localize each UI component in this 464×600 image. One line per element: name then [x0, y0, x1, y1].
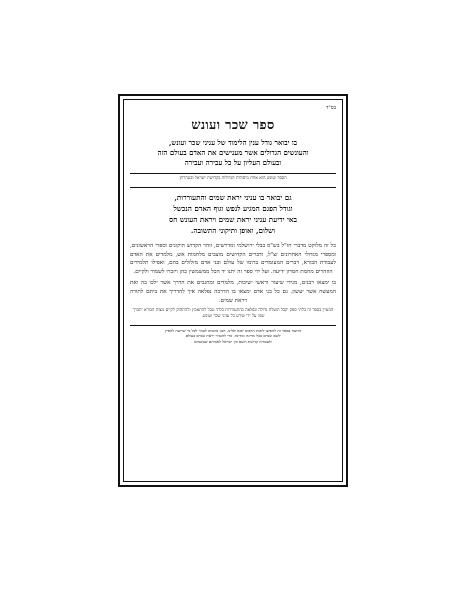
book-subtitle: [130, 138, 336, 168]
title-page-inner-frame: [123, 99, 343, 482]
divider: [130, 325, 336, 326]
footer-line: הרוצה בספר זה להפיצו לזכות הרבים יפנה אלינו, הננו מוכנים לעזור לכל מי שרוצה להפיץ: [164, 327, 302, 333]
body-text: [130, 242, 336, 305]
bsd-mark: בס"ד: [326, 105, 336, 111]
bold-line: ושלום, ואופן ותיקוני התשובה.: [190, 226, 276, 235]
title-page-frame: [118, 94, 348, 487]
book-title: ספר שכר ועונש: [191, 118, 275, 133]
subtitle-line: בו יבואר גודל ענין הלימוד של עניני שכר ועונש,: [168, 138, 298, 147]
foundation-note: הספר ועונש הוא אחת מיסודות הגדולות בקדושת ישראל ובטהרתן: [179, 176, 287, 181]
subtitle-line: והעונשים הגדולים אשר מענישים את האדם בעולם הזה: [157, 148, 309, 157]
bold-line: באי ידיעת עניני יראת שמים ויראת העונש חס: [169, 215, 297, 224]
footer-line: ולעבודת קדושת השם בין ישראל לאביהם שבשמים: [194, 339, 272, 345]
body-paragraph: כל זה מלוקט מדברי חז"ל בש"ס בבלי ירושלמי ומדרשים, זוהר הקדוש תיקונים וספרי הראשונים, ומספרי מגדולי האחרונים זצ"ל, ודברים הקדושים מוצבים מלחמות אש, מלמדים את האדם לעבודת הבורא, דברים המעומדים ברומו של עולם ובני אדם מזלזלים בהם, ואפילו תלמידים הוזהרים מחמת חסרון ידיעה. ועל ידי ספר זה יתנו יד הכל ממשמשין בהן ויזכרו לשמור ולקיים.: [130, 243, 336, 275]
distribution-footer: [130, 328, 336, 345]
body-paragraph: בו ימצאו רבנים, מגידי שיעור וראשי ישיבות, מלמדים ומחנכים את הדרך אשר ילכו בה ואת המעשה אשר יעשון. גם כל בני אדם ימצאו בו הדרכה נפלאה איך להדריך את ביתם לתורה ויראת שמים.: [130, 280, 336, 304]
bold-description: [130, 192, 336, 236]
footer-line: לשם שמים בכל מדינה ומדינה, כדי להגביר יראת שמים בעולם: [185, 333, 281, 339]
subtitle-line: ובעולם העליון על כל עבירה ועבירה: [184, 158, 282, 167]
divider: [130, 173, 336, 174]
bold-line: וגודל הפגם המגיע לנפש וגוף האדם הנכשל: [173, 204, 293, 213]
divider: [130, 187, 336, 188]
benefit-paragraph: המעיין בספר זה בלתי ספק יקבל תועלת גדולה ונפלאה בהתעוררות בלתי נגבל להתאמץ ולהתחזק לקיים מצות הבורא יתברך שמו על ידי שידע כל עניני שכר ועונש.: [132, 308, 334, 320]
bold-line: גם יבואר בו עניני יראת שמים והתעוררות,: [174, 193, 292, 202]
